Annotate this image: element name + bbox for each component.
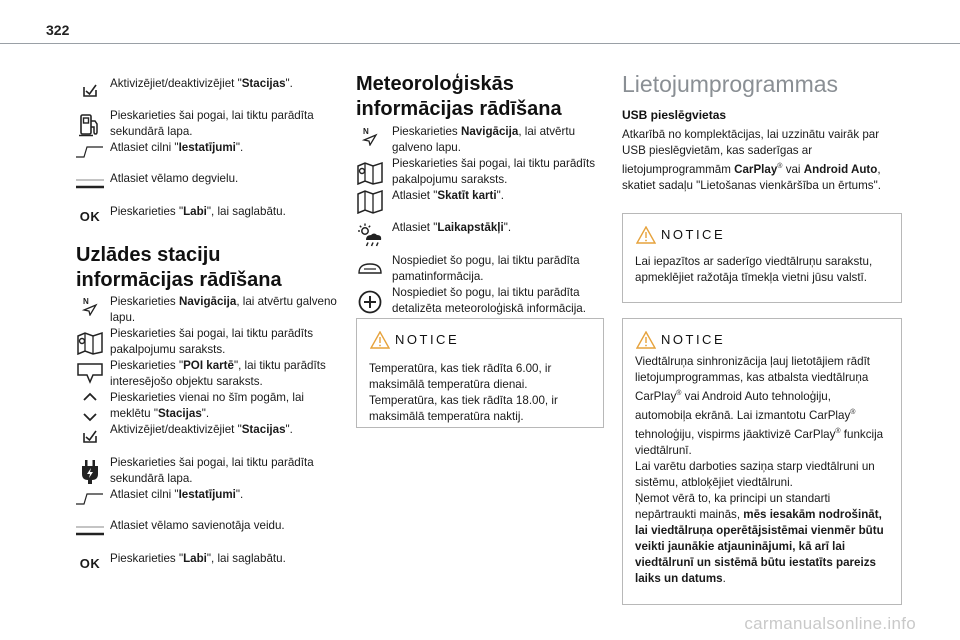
usb-paragraph: Atkarībā no komplektācijas, lai uzzinātu vairāk par USB pieslēgvietām, kas saderīgas ar lietojumprogrammām CarPlay® vai Android Auto, skatiet sadaļu "Lietošanas vienkāršība un ērtums". <box>622 128 881 192</box>
step-text: Pieskarieties Navigācija, lai atvērtu galveno lapu. <box>110 295 337 324</box>
step-text: Atlasiet vēlamo degvielu. <box>110 172 239 185</box>
notice-box-smartphone-sync <box>622 318 902 605</box>
fuel-pump-icon <box>76 112 104 138</box>
step-text: Atlasiet cilni "Iestatījumi". <box>110 141 244 154</box>
notice-box-compatible-phones <box>622 213 902 303</box>
notice-header <box>357 331 603 351</box>
step-text: Pieskarieties šai pogai, lai tiktu parādīta sekundārā lapa. <box>110 109 314 138</box>
selection-bar-icon <box>76 177 104 191</box>
map-services-icon <box>356 160 384 186</box>
notice-title: NOTICE <box>661 227 726 242</box>
step-text: Atlasiet "Skatīt karti". <box>392 189 504 202</box>
notice-body <box>369 361 591 425</box>
notice-line-day: Temperatūra, kas tiek rādīta 6.00, ir maksimālā temperatūra dienai. <box>369 362 552 391</box>
checkbox-icon <box>76 428 104 444</box>
step-text: Aktivizējiet/deaktivizējiet "Stacijas". <box>110 77 293 90</box>
step-text: Pieskarieties "Labi", lai saglabātu. <box>110 552 286 565</box>
notice-title: NOTICE <box>661 332 726 347</box>
notice-box-temperature <box>356 318 604 428</box>
svg-text:N: N <box>363 127 369 136</box>
warning-triangle-icon <box>636 226 656 244</box>
watermark: carmanualsonline.info <box>744 614 916 633</box>
page-number: 322 <box>46 22 70 38</box>
step-text: Atlasiet vēlamo savienotāja veidu. <box>110 519 285 532</box>
subheading-usb: USB pieslēgvietas <box>622 108 727 122</box>
weather-icon <box>356 222 384 248</box>
step-text: Pieskarieties "POI kartē", lai tiktu parādīts interesējošo objektu saraksts. <box>110 359 326 388</box>
plus-circle-icon <box>356 289 384 315</box>
step-text: Nospiediet šo pogu, lai tiktu parādīta pamatinformācija. <box>392 254 580 283</box>
map-services-icon <box>76 330 104 356</box>
step-text: Atlasiet "Laikapstākļi". <box>392 221 512 234</box>
svg-text:N: N <box>83 297 89 306</box>
step-text: Pieskarieties "Labi", lai saglabātu. <box>110 205 286 218</box>
step-text: Pieskarieties šai pogai, lai tiktu parādīts pakalpojumu saraksts. <box>110 327 313 356</box>
poi-map-icon <box>76 362 104 384</box>
charging-plug-icon <box>76 457 104 487</box>
ok-button-icon: OK <box>79 209 101 224</box>
step-text: Pieskarieties Navigācija, lai atvērtu galveno lapu. <box>392 125 576 154</box>
section-heading-weather: Meteoroloģiskās informācijas rādīšana <box>356 73 562 120</box>
step-text: Nospiediet šo pogu, lai tiktu parādīta detalizēta meteoroloģiskā informācija. <box>392 286 586 315</box>
notice-header <box>623 226 901 246</box>
ok-button-icon: OK <box>79 556 101 571</box>
step-text: Pieskarieties šai pogai, lai tiktu parādīta sekundārā lapa. <box>110 456 314 485</box>
map-icon <box>356 189 384 215</box>
step-text: Pieskarieties šai pogai, lai tiktu parādīts pakalpojumu saraksts. <box>392 157 595 186</box>
navigation-arrow-icon <box>76 296 104 316</box>
notice-body: Lai iepazītos ar saderīgo viedtālruņu sarakstu, apmeklējiet ražotāja tīmekļa vietni jūsu valstī. <box>635 255 873 284</box>
notice-body: Viedtālruņa sinhronizācija ļauj lietotājiem rādīt lietojumprogrammas, kas atbalsta viedtālruņa CarPlay® vai Android Auto tehnoloģiju, automobiļa ekrānā. Lai izmantotu CarPlay® tehnoloģiju, vispirms jāaktivizē CarPlay® funkcija viedtālrunī. Lai varētu darboties saziņa starp viedtālruni un sistēmu, atbloķējiet viedtālruni. Ņemot vērā to, ka principi un standarti nepārtraukti mainās, mēs iesakām nodrošināt, lai viedtālruņa operētājsistēmai vienmēr būtu veikti jaunākie atjauninājumi, kā arī lai viedtālrunī un sistēmā būtu iestatīts pareizs laiks un datums. <box>635 355 884 585</box>
step-text: Pieskarieties vienai no šīm pogām, lai meklētu "Stacijas". <box>110 391 304 420</box>
warning-triangle-icon <box>370 331 390 349</box>
section-heading-applications: Lietojumprogrammas <box>622 71 839 97</box>
header-divider <box>0 43 960 44</box>
navigation-arrow-icon <box>356 126 384 146</box>
tab-icon <box>76 493 104 505</box>
chevron-up-down-icon <box>76 390 104 424</box>
step-text: Aktivizējiet/deaktivizējiet "Stacijas". <box>110 423 293 436</box>
selection-bar-icon <box>76 524 104 538</box>
warning-triangle-icon <box>636 331 656 349</box>
notice-header <box>623 331 901 351</box>
tab-icon <box>76 146 104 158</box>
checkbox-icon <box>76 82 104 98</box>
step-text: Atlasiet cilni "Iestatījumi". <box>110 488 244 501</box>
section-heading-charging: Uzlādes staciju informācijas rādīšana <box>76 244 282 291</box>
speed-sign-icon <box>356 261 384 275</box>
notice-line-night: Temperatūra, kas tiek rādīta 18.00, ir maksimālā temperatūra naktij. <box>369 394 558 423</box>
notice-title: NOTICE <box>395 332 460 347</box>
